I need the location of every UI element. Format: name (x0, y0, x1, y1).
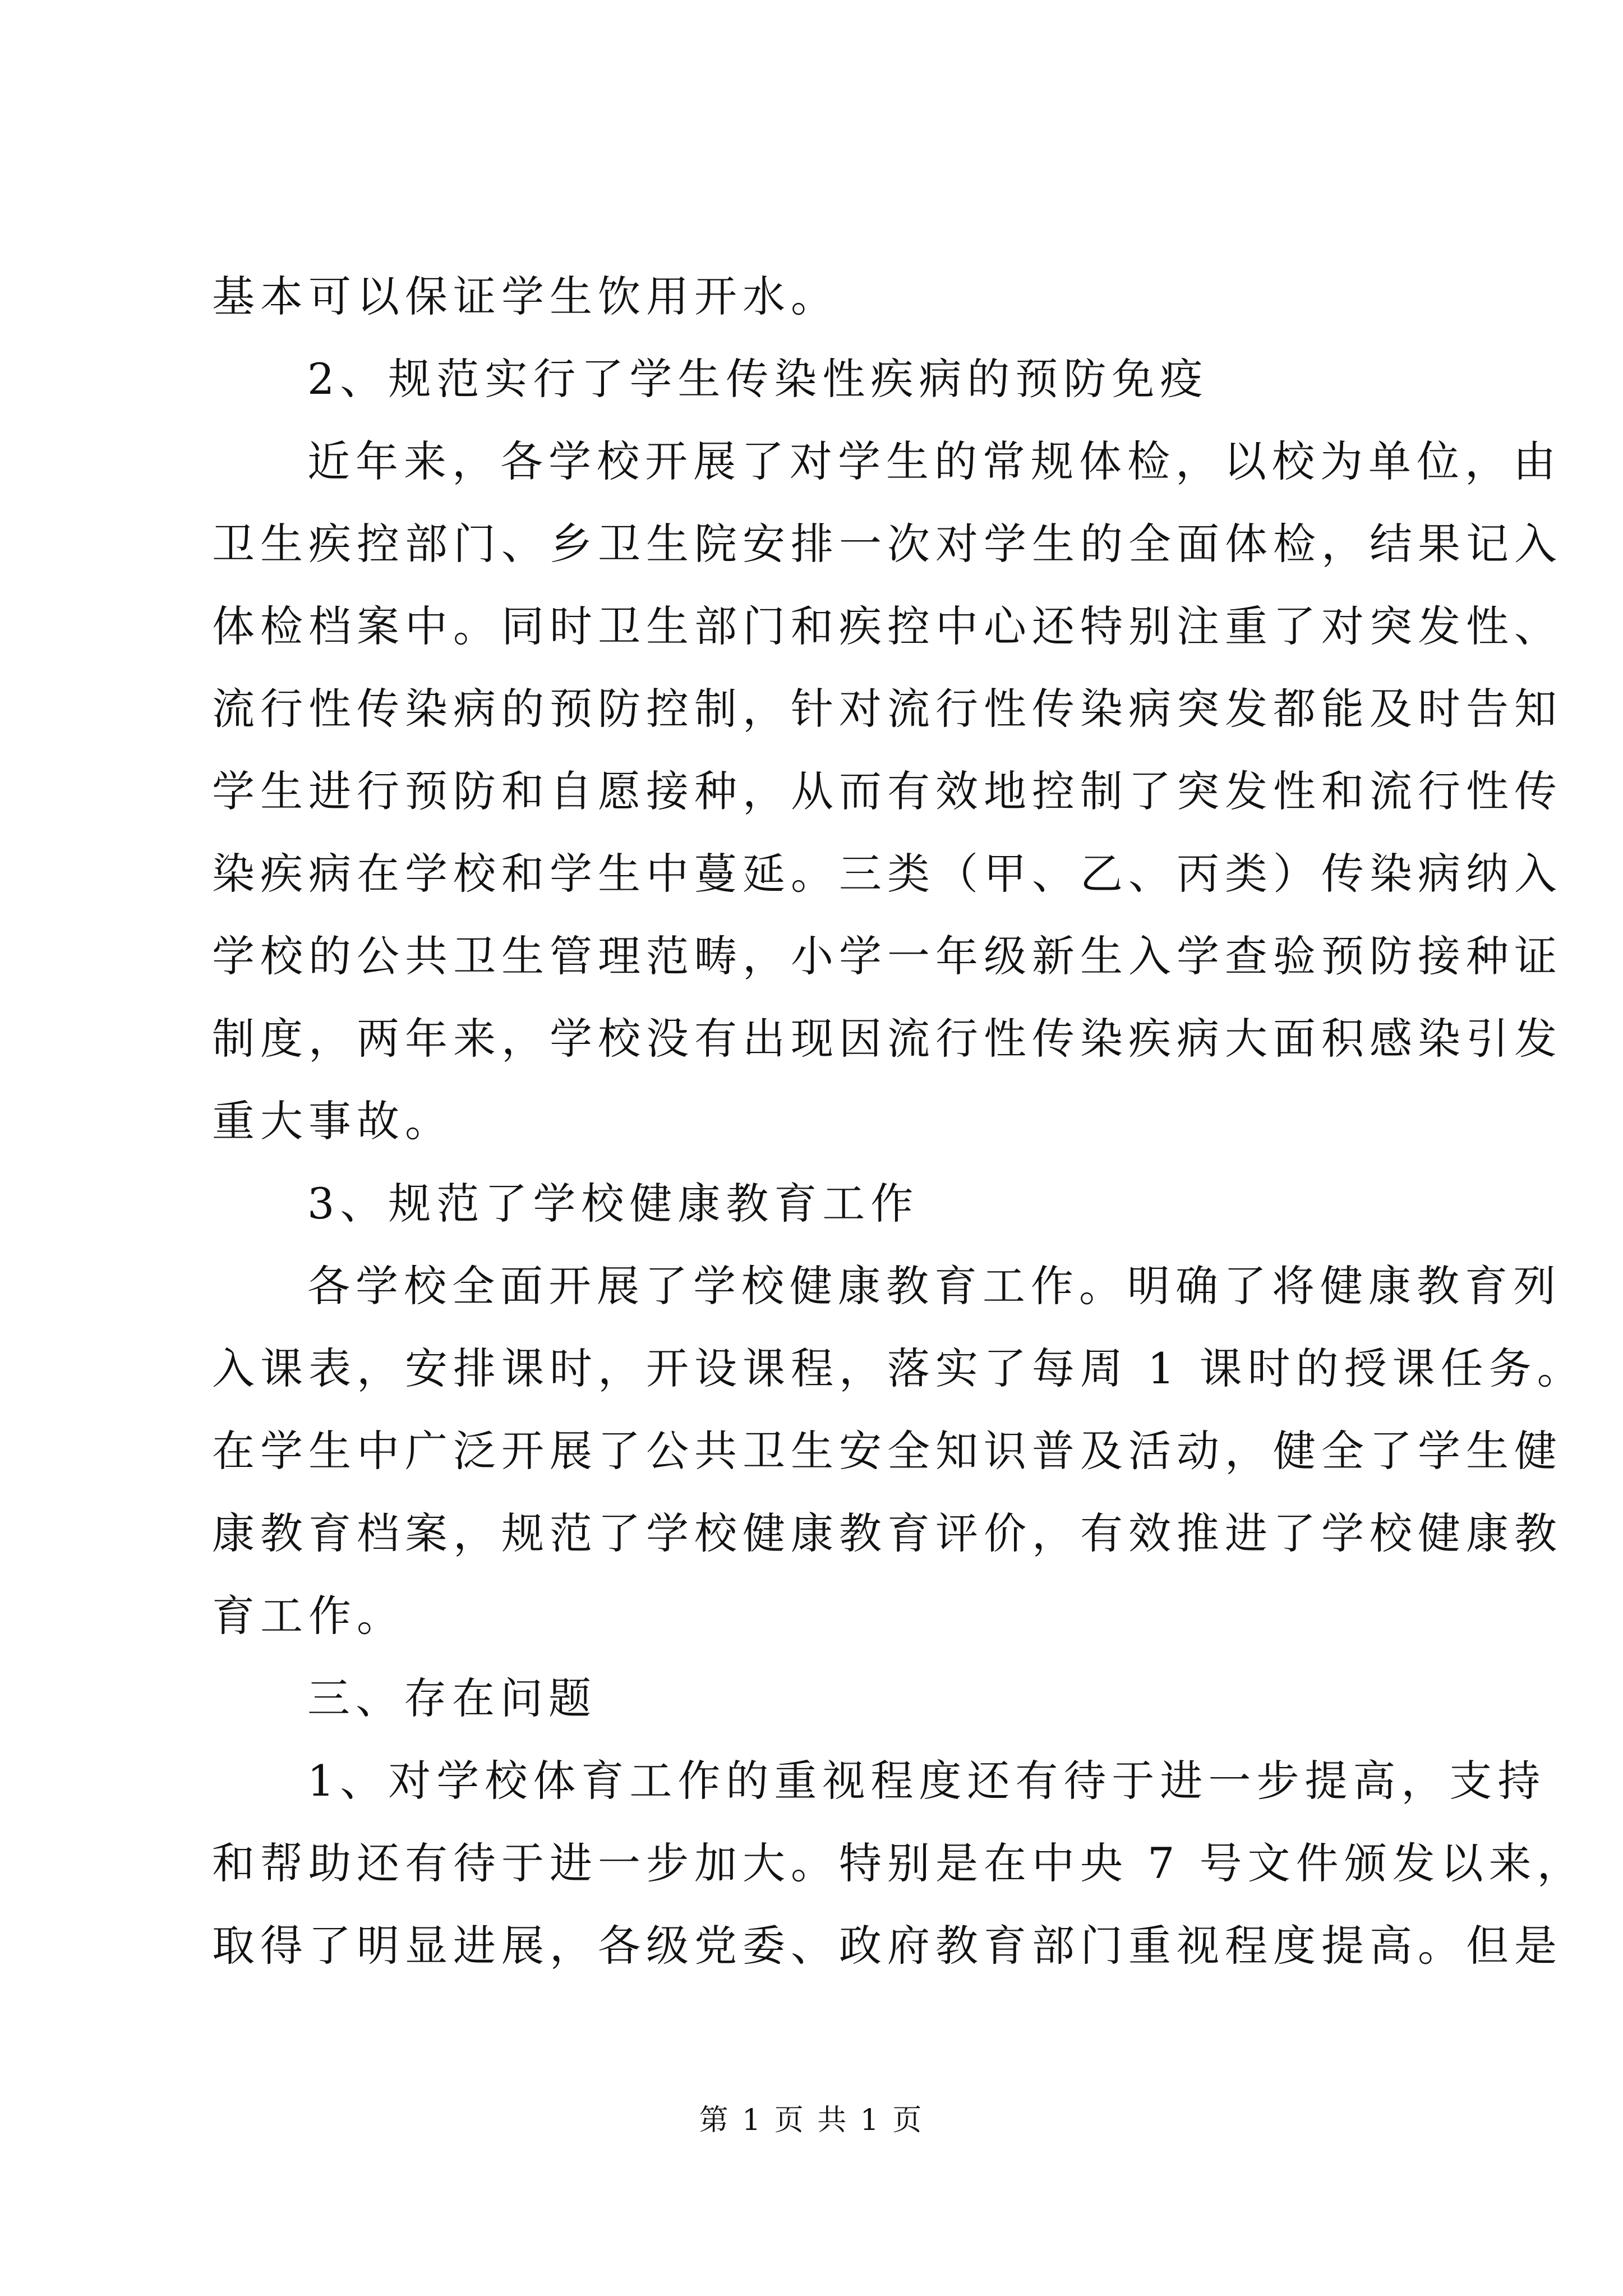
body-line: 基本可以保证学生饮用开水。 (212, 272, 839, 321)
body-line: 入课表，安排课时，开设课程，落实了每周 1 课时的授课任务。 (212, 1343, 1585, 1393)
body-line: 染疾病在学校和学生中蔓延。三类（甲、乙、丙类）传染病纳入 (212, 849, 1562, 899)
body-line: 体检档案中。同时卫生部门和疾控中心还特别注重了对突发性、 (212, 601, 1562, 651)
paragraph-first-line: 近年来，各学校开展了对学生的常规体检，以校为单位，由 (307, 436, 1561, 486)
body-line: 学生进行预防和自愿接种，从而有效地控制了突发性和流行性传 (212, 766, 1562, 816)
page-footer: 第 1 页 共 1 页 (699, 2104, 924, 2137)
section-heading: 三、存在问题 (307, 1673, 597, 1723)
body-line: 卫生疾控部门、乡卫生院安排一次对学生的全面体检，结果记入 (212, 519, 1562, 569)
body-line: 在学生中广泛开展了公共卫生安全知识普及活动，健全了学生健 (212, 1426, 1562, 1476)
section-heading: 3、规范了学校健康教育工作 (307, 1179, 919, 1228)
body-line: 育工作。 (212, 1591, 405, 1641)
body-line: 学校的公共卫生管理范畴，小学一年级新生入学查验预防接种证 (212, 931, 1562, 981)
section-heading: 2、规范实行了学生传染性疾病的预防免疫 (307, 354, 1209, 404)
body-line: 重大事故。 (212, 1096, 453, 1146)
paragraph-first-line: 各学校全面开展了学校健康教育工作。明确了将健康教育列 (307, 1261, 1561, 1311)
body-line: 康教育档案，规范了学校健康教育评价，有效推进了学校健康教 (212, 1508, 1562, 1558)
paragraph-first-line: 1、对学校体育工作的重视程度还有待于进一步提高，支持 (307, 1756, 1546, 1806)
body-line: 和帮助还有待于进一步加大。特别是在中央 7 号文件颁发以来， (212, 1838, 1585, 1888)
document-body (212, 255, 1585, 1987)
body-line: 取得了明显进展，各级党委、政府教育部门重视程度提高。但是 (212, 1921, 1562, 1971)
body-line: 制度，两年来，学校没有出现因流行性传染疾病大面积感染引发 (212, 1014, 1562, 1064)
body-line: 流行性传染病的预防控制，针对流行性传染病突发都能及时告知 (212, 684, 1562, 734)
